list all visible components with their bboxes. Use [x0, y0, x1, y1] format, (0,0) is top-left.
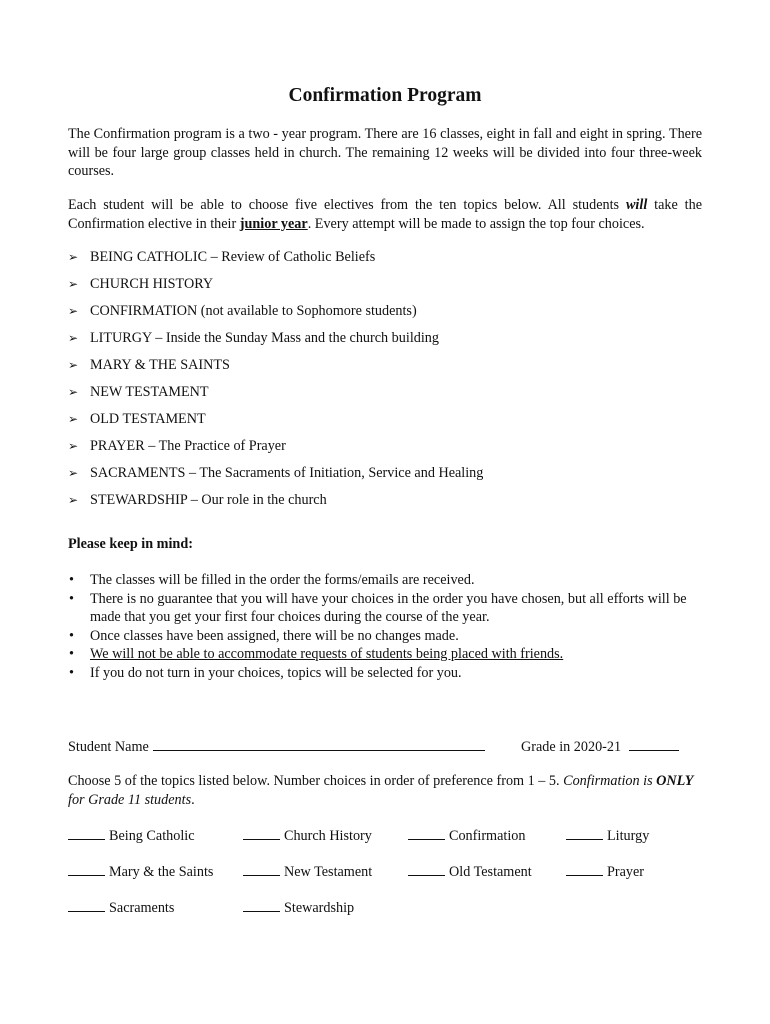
rank-blank[interactable] — [243, 898, 280, 912]
rank-blank[interactable] — [566, 862, 603, 876]
rank-blank[interactable] — [408, 826, 445, 840]
reminder-item: • We will not be able to accommodate requests of students being placed with friends. — [69, 646, 564, 662]
arrowhead-bullet-icon: ➢ — [68, 385, 79, 399]
rank-blank[interactable] — [68, 862, 105, 876]
topic-label: LITURGY – Inside the Sunday Mass and the church building — [90, 330, 439, 346]
topics-list — [68, 248, 483, 518]
rank-blank[interactable] — [243, 862, 280, 876]
arrowhead-bullet-icon: ➢ — [68, 250, 79, 264]
arrowhead-bullet-icon: ➢ — [68, 466, 79, 480]
reminder-item: • Once classes have been assigned, there will be no changes made. — [69, 627, 459, 644]
rank-blank[interactable] — [566, 826, 603, 840]
topic-item — [68, 248, 483, 275]
topic-label: BEING CATHOLIC – Review of Catholic Beliefs — [90, 249, 376, 265]
topic-label: PRAYER – The Practice of Prayer — [90, 438, 286, 454]
arrowhead-bullet-icon: ➢ — [68, 304, 79, 318]
round-bullet-icon: • — [69, 627, 74, 644]
student-name-field[interactable] — [153, 736, 485, 751]
choice-being-catholic: Being Catholic — [68, 826, 195, 846]
rank-blank[interactable] — [408, 862, 445, 876]
arrowhead-bullet-icon: ➢ — [68, 493, 79, 507]
keep-in-mind-heading: Please keep in mind: — [68, 536, 193, 552]
reminder-item: • The classes will be filled in the order the forms/emails are received. — [69, 572, 475, 588]
choice-church-history: Church History — [243, 826, 372, 846]
round-bullet-icon: • — [69, 572, 74, 588]
rank-blank[interactable] — [68, 898, 105, 912]
topic-label: MARY & THE SAINTS — [90, 357, 230, 373]
rank-blank[interactable] — [243, 826, 280, 840]
topic-label: SACRAMENTS – The Sacraments of Initiation, Service and Healing — [90, 465, 484, 481]
page-title: Confirmation Program — [288, 85, 482, 106]
topic-label: OLD TESTAMENT — [90, 411, 206, 427]
reminder-item: • There is no guarantee that you will have your choices in the order you have chosen, but all efforts will be made that you get your first four choices during the course of the year. — [69, 590, 687, 625]
choice-old-testament: Old Testament — [408, 862, 532, 882]
student-info-row — [68, 736, 702, 757]
student-name-label: Student Name — [68, 739, 149, 755]
round-bullet-icon: • — [69, 590, 74, 607]
topic-item — [68, 329, 483, 356]
topic-item — [68, 437, 483, 464]
arrowhead-bullet-icon: ➢ — [68, 412, 79, 426]
arrowhead-bullet-icon: ➢ — [68, 277, 79, 291]
emphasis-will: will — [625, 197, 648, 213]
arrowhead-bullet-icon: ➢ — [68, 439, 79, 453]
electives-paragraph — [68, 196, 702, 233]
round-bullet-icon: • — [69, 664, 74, 681]
round-bullet-icon: • — [69, 646, 74, 662]
topic-item — [68, 275, 483, 302]
rank-blank[interactable] — [68, 826, 105, 840]
choice-confirmation: Confirmation — [408, 826, 525, 846]
choose-instructions: Choose 5 of the topics listed below. Number choices in order of preference from 1 – 5. Confirmation is ONLY for Grade 11 students. — [68, 773, 694, 808]
choice-mary-saints: Mary & the Saints — [68, 862, 213, 882]
topic-label: CONFIRMATION (not available to Sophomore students) — [90, 303, 417, 319]
choice-stewardship: Stewardship — [243, 898, 354, 918]
choice-liturgy: Liturgy — [566, 826, 649, 846]
reminders-list — [68, 571, 702, 682]
topic-item — [68, 383, 483, 410]
topic-item — [68, 356, 483, 383]
topic-item — [68, 464, 483, 491]
emphasis-junior-year: junior year — [239, 215, 308, 232]
grade-field[interactable] — [629, 736, 679, 751]
grade-group — [521, 736, 679, 757]
topic-item — [68, 491, 483, 518]
intro-paragraph: The Confirmation program is a two - year program. There are 16 classes, eight in fall and eight in spring. There will be four large group classes held in church. The remaining 12 weeks will be divided into four three-week courses. — [68, 126, 702, 179]
topic-label: STEWARDSHIP – Our role in the church — [90, 492, 327, 508]
choice-prayer: Prayer — [566, 862, 644, 882]
topic-label: NEW TESTAMENT — [90, 384, 209, 400]
arrowhead-bullet-icon: ➢ — [68, 358, 79, 372]
choice-new-testament: New Testament — [243, 862, 372, 882]
arrowhead-bullet-icon: ➢ — [68, 331, 79, 345]
grade-label: Grade in 2020-21 — [521, 739, 622, 755]
choice-sacraments: Sacraments — [68, 898, 174, 918]
electives-text-3: . Every attempt will be made to assign the top four choices. — [307, 215, 645, 232]
reminder-item: • If you do not turn in your choices, topics will be selected for you. — [69, 664, 462, 681]
topic-label: CHURCH HISTORY — [90, 276, 214, 292]
electives-text-2: take the Confirmation elective in their — [68, 197, 702, 232]
topic-item — [68, 302, 483, 329]
topic-item — [68, 410, 483, 437]
electives-text-1: Each student will be able to choose five electives from the ten topics below. All students — [68, 197, 626, 213]
